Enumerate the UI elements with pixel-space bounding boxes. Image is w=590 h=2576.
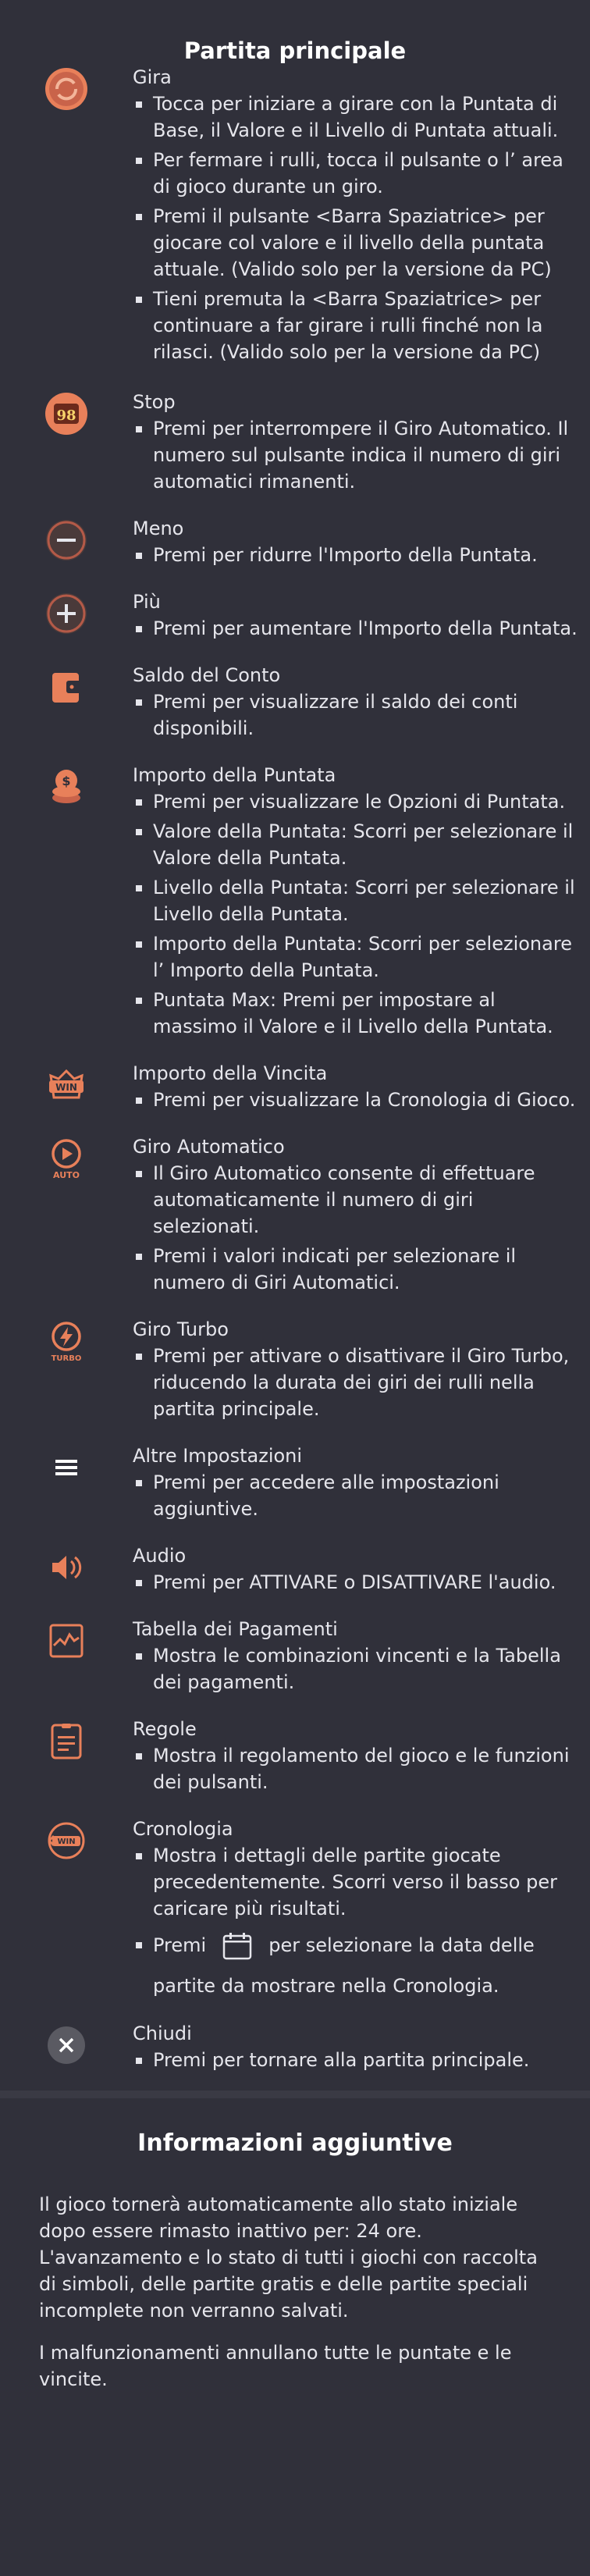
rules-icon [43,1717,90,1764]
paytable-icon [43,1617,90,1664]
win-icon-text: WIN [55,1082,77,1093]
bullet: Tieni premuta la <Barra Spaziatrice> per continuare a far girare i rulli finché non la rilasci. (Valido solo per la versione da PC) [133,286,579,365]
autoplay-icon [43,1135,90,1182]
bullet: Premi i valori indicati per selezionare il numero di Giri Automatici. [133,1243,579,1296]
history-icon-text: WIN [57,1838,76,1846]
help-item-importo-vincita [0,1060,590,1116]
item-title: Saldo del Conto [133,664,281,686]
bullet: Per fermare i rulli, tocca il pulsante o l’ area di gioco durante un giro. [133,147,579,200]
turbo-icon-text: TURBO [51,1354,82,1363]
item-title: Giro Automatico [133,1136,285,1158]
history-icon [43,1817,90,1864]
item-title: Importo della Puntata [133,764,336,786]
bullet: Premi per visualizzare il saldo dei conti disponibili. [133,688,579,742]
help-item-cronologia [0,1816,590,2009]
help-item-giro-automatico [0,1133,590,1299]
item-title: Gira [133,66,172,88]
bullet: Mostra le combinazioni vincenti e la Tabella dei pagamenti. [133,1642,579,1695]
bullet: Mostra il regolamento del gioco e le funzioni dei pulsanti. [133,1742,579,1795]
item-title: Audio [133,1545,187,1567]
menu-icon [43,1444,90,1491]
bullet: Premi per interrompere il Giro Automatico. Il numero sul pulsante indica il numero di giri automatici rimanenti. [133,415,579,495]
page-title: Partita principale [183,37,407,64]
bullet: Premi per ATTIVARE o DISATTIVARE l'audio. [133,1569,579,1596]
item-title: Importo della Vincita [133,1062,328,1084]
minus-icon [43,517,90,564]
bullet: Premi per accedere alle impostazioni aggiuntive. [133,1469,579,1522]
turbo-icon [43,1318,90,1364]
bullet: Importo della Puntata: Scorri per selezionare l’ Importo della Puntata. [133,930,579,984]
help-item-altre-impostazioni [0,1443,590,1525]
bullet: Valore della Puntata: Scorri per selezionare il Valore della Puntata. [133,818,579,871]
svg-text:$: $ [62,774,71,788]
bullet: Premi per ridurre l'Importo della Puntata. [133,542,579,568]
help-item-audio [0,1542,590,1599]
help-item-gira [0,64,590,368]
section-divider [0,2090,590,2098]
stop-counter-icon [43,390,90,437]
help-items [0,64,590,2076]
speaker-icon [43,1544,90,1591]
bullet: Livello della Puntata: Scorri per selezionare il Livello della Puntata. [133,874,579,927]
wallet-icon [43,664,90,710]
additional-info-section [0,2098,590,2393]
additional-paragraph: I malfunzionamenti annullano tutte le puntate e le vincite. [39,2342,512,2390]
help-item-saldo [0,662,590,745]
bullet: Premi per visualizzare la Cronologia di Gioco. [133,1087,579,1113]
coins-icon [43,763,90,810]
stop-counter-text: 98 [56,407,76,424]
autoplay-icon-text: AUTO [53,1170,80,1180]
bullet: Il Giro Automatico consente di effettuare automaticamente il numero di giri selezionati. [133,1160,579,1240]
help-item-importo-puntata [0,762,590,1043]
bullet: Premi per aumentare l'Importo della Puntata. [133,615,579,642]
calendar-bullet-before: Premi [153,1934,207,1956]
item-title: Altre Impostazioni [133,1445,303,1467]
additional-paragraph: Il gioco tornerà automaticamente allo stato iniziale dopo essere rimasto inattivo per: 24 ore. L'avanzamento e lo stato di tutti i giochi con raccolta di simboli, delle partite gratis e delle partite speciali incomplete non verranno salvati. [39,2194,538,2322]
bullet: Premi il pulsante <Barra Spaziatrice> per giocare col valore e il livello della puntata attuale. (Valido solo per la versione da PC) [133,203,579,283]
item-title: Giro Turbo [133,1318,229,1340]
help-item-piu [0,589,590,645]
item-title: Chiudi [133,2023,192,2044]
bullet-calendar [133,1925,579,2006]
win-icon [43,1062,90,1108]
bullet: Premi per attivare o disattivare il Giro Turbo, riducendo la durata dei giri dei rulli nella partita principale. [133,1343,579,1422]
calendar-icon [222,1931,253,1961]
item-title: Più [133,591,161,613]
calendar-bullet-after: per selezionare la data delle partite da mostrare nella Cronologia. [153,1934,535,1997]
item-title: Tabella dei Pagamenti [133,1618,338,1640]
bullet: Tocca per iniziare a girare con la Puntata di Base, il Valore e il Livello di Puntata attuali. [133,91,579,144]
help-item-stop [0,389,590,498]
item-title: Cronologia [133,1818,233,1840]
bullet: Puntata Max: Premi per impostare al massimo il Valore e il Livello della Puntata. [133,987,579,1040]
additional-title: Informazioni aggiuntive [137,2129,453,2157]
help-item-giro-turbo [0,1316,590,1425]
help-item-tabella [0,1616,590,1699]
help-item-chiudi [0,2020,590,2076]
help-item-regole [0,1716,590,1799]
bullet: Premi per tornare alla partita principale. [133,2047,579,2073]
bullet: Mostra i dettagli delle partite giocate precedentemente. Scorri verso il basso per caricare più risultati. [133,1842,579,1922]
item-title: Regole [133,1718,197,1740]
plus-icon [43,590,90,637]
close-icon [43,2022,90,2069]
item-title: Stop [133,391,176,413]
spin-icon [43,66,90,112]
item-title: Meno [133,518,184,539]
help-item-meno [0,515,590,571]
bullet: Premi per visualizzare le Opzioni di Puntata. [133,788,579,815]
